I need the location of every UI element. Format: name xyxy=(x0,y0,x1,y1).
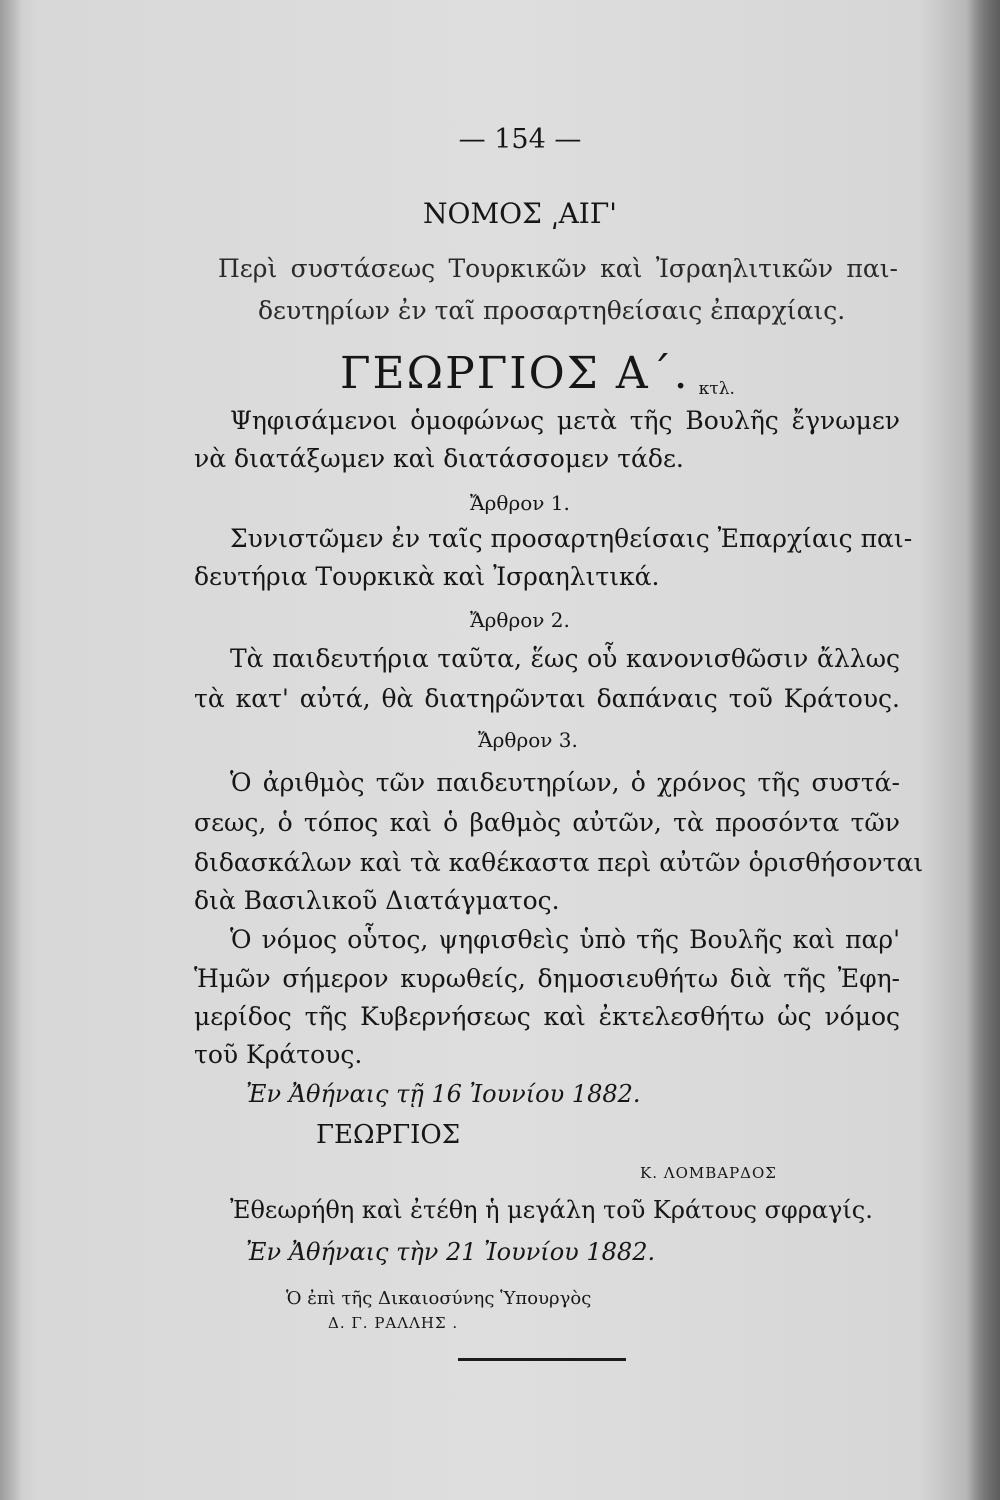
article-2-line-2: τὰ κατ' αὐτά, θὰ διατηρῶνται δαπάναις τοῦ Κράτους. xyxy=(194,684,900,713)
king-name: ΓΕΩΡΓΙΟΣ Α΄. xyxy=(340,348,690,399)
minister-name: Δ. Γ. ΡΑΛΛΗΣ . xyxy=(328,1314,459,1332)
article-2-heading: Ἄρθρον 2. xyxy=(470,608,570,632)
preamble-line-2: νὰ διατάξωμεν καὶ διατάσσομεν τάδε. xyxy=(194,444,684,473)
law-title: ΝΟΜΟΣ ͵ΑΙΓ' xyxy=(423,197,617,230)
preamble-line-1: Ψηφισάμενοι ὁμοφώνως μετὰ τῆς Βουλῆς ἔγνωμεν xyxy=(230,406,900,435)
king-heading xyxy=(340,348,735,399)
article-3-heading: Ἄρθρον 3. xyxy=(478,728,578,752)
article-2-line-1: Τὰ παιδευτήρια ταῦτα, ἕως οὗ κανονισθῶσιν ἄλλως xyxy=(230,644,900,673)
subtitle-line-2: δευτηρίων ἐν ταῖ προσαρτηθείσαις ἐπαρχίαις. xyxy=(258,296,846,325)
date-signed: Ἐν Ἀθήναις τῇ 16 Ἰουνίου 1882. xyxy=(246,1080,641,1108)
article-1-line-2: δευτήρια Τουρκικὰ καὶ Ἰσραηλιτικά. xyxy=(194,562,660,591)
subtitle-line-1: Περὶ συστάσεως Τουρκικῶν καὶ Ἰσραηλιτικῶν παι- xyxy=(218,254,898,283)
article-3-line-2: σεως, ὁ τόπος καὶ ὁ βαθμὸς αὐτῶν, τὰ προσόντα τῶν xyxy=(194,808,900,837)
page-shadow-right xyxy=(966,0,1000,1500)
page-number: — 154 — xyxy=(458,124,582,155)
article-3-line-4: διὰ Βασιλικοῦ Διατάγματος. xyxy=(194,886,560,915)
closing-line-3: μερίδος τῆς Κυβερνήσεως καὶ ἐκτελεσθήτω ὡς νόμος xyxy=(194,1002,900,1031)
article-3-line-3: διδασκάλων καὶ τὰ καθέκαστα περὶ αὐτῶν ὁρισθήσονται xyxy=(194,848,924,877)
closing-line-4: τοῦ Κράτους. xyxy=(194,1040,363,1069)
date-sealed: Ἐν Ἀθήναις τὴν 21 Ἰουνίου 1882. xyxy=(246,1238,656,1266)
signature-king: ΓΕΩΡΓΙΟΣ xyxy=(316,1120,461,1150)
countersign: Κ. ΛΟΜΒΑΡΔΟΣ xyxy=(640,1164,777,1182)
page-shadow-left xyxy=(0,0,22,1500)
end-rule xyxy=(458,1358,626,1361)
closing-line-1: Ὁ νόμος οὗτος, ψηφισθεὶς ὑπὸ τῆς Βουλῆς καὶ παρ' xyxy=(230,925,900,954)
article-3-line-1: Ὁ ἀριθμὸς τῶν παιδευτηρίων, ὁ χρόνος τῆς συστά- xyxy=(230,768,900,797)
closing-line-2: Ἡμῶν σήμερον κυρωθείς, δημοσιευθήτω διὰ τῆς Ἐφη- xyxy=(194,964,900,993)
article-1-heading: Ἄρθρον 1. xyxy=(470,491,570,515)
article-1-line-1: Συνιστῶμεν ἐν ταῖς προσαρτηθείσαις Ἐπαρχίαις παι- xyxy=(230,524,913,553)
minister-title: Ὁ ἐπὶ τῆς Δικαιοσύνης Ὑπουργὸς xyxy=(286,1288,592,1309)
king-ktl: κτλ. xyxy=(698,379,735,399)
seal-note: Ἐθεωρήθη καὶ ἐτέθη ἡ μεγάλη τοῦ Κράτους σφραγίς. xyxy=(230,1196,873,1224)
